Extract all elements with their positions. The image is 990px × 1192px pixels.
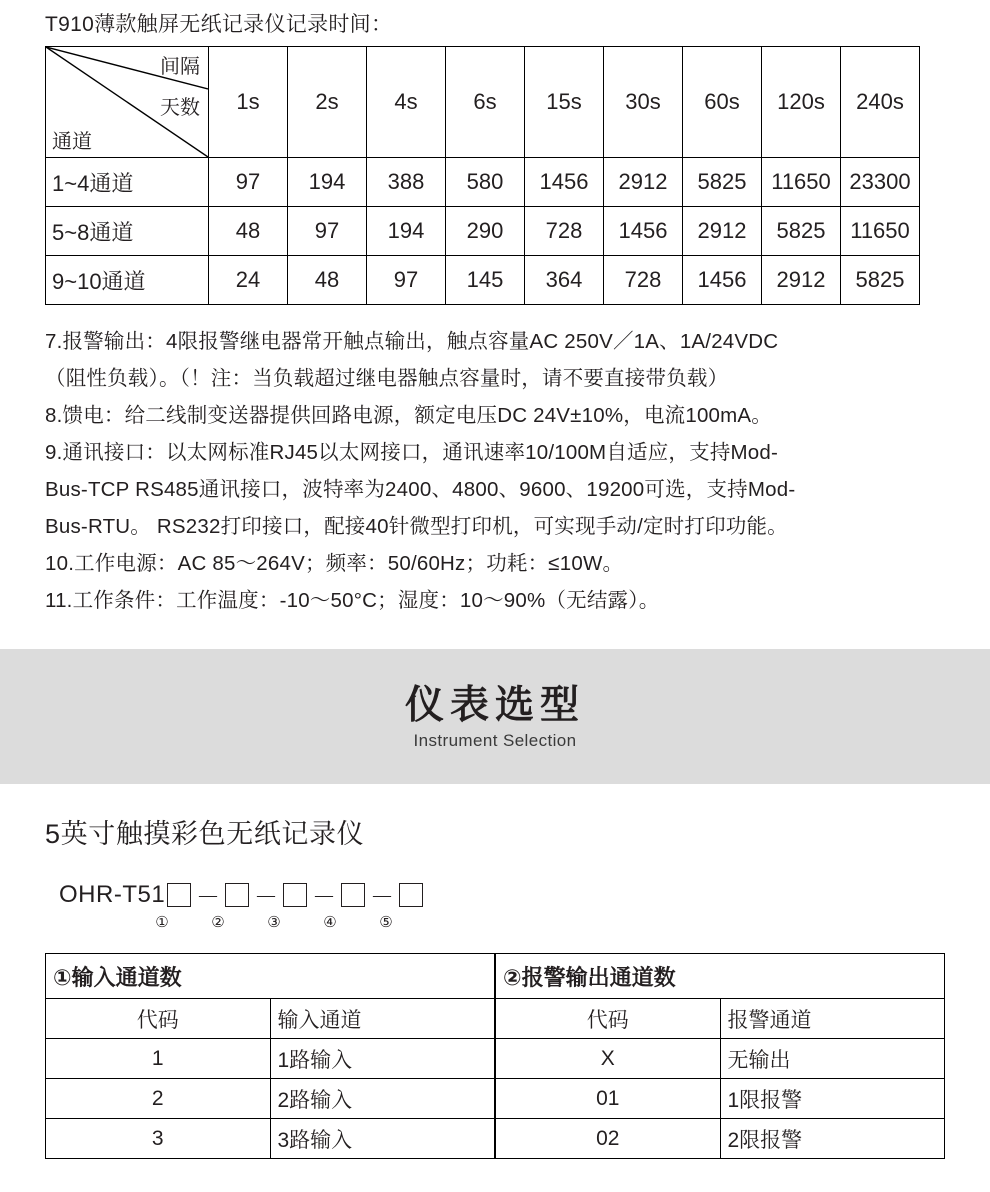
option-row [496, 1079, 945, 1119]
option-table-input-channels [45, 953, 495, 1159]
selection-section [0, 784, 990, 1159]
option-value-cell: 1限报警 [720, 1079, 945, 1119]
table-cell: 11650 [841, 207, 920, 256]
table-cell: 194 [367, 207, 446, 256]
model-marker: ④ [323, 914, 337, 931]
table-cell: 48 [288, 256, 367, 305]
table-row-header: 9~10通道 [46, 256, 209, 305]
corner-label-interval: 间隔 [160, 56, 200, 78]
model-prefix: OHR-T51 [59, 880, 166, 908]
table-column-header: 4s [367, 47, 446, 158]
option-table-title: ①输入通道数 [46, 954, 495, 999]
model-marker: ⑤ [379, 914, 393, 931]
table-row [46, 207, 920, 256]
table-row-header: 5~8通道 [46, 207, 209, 256]
option-table-alarm-channels [495, 953, 945, 1159]
option-code-cell: X [496, 1039, 721, 1079]
table-cell: 1456 [604, 207, 683, 256]
model-marker: ② [211, 914, 225, 931]
table-cell: 290 [446, 207, 525, 256]
model-marker: ① [155, 914, 169, 931]
table-cell: 97 [367, 256, 446, 305]
table-column-header: 6s [446, 47, 525, 158]
model-code-row [59, 877, 945, 912]
spec-line: 7.报警输出：4限报警继电器常开触点输出，触点容量AC 250V／1A、1A/24VDC [45, 330, 779, 353]
option-code-header: 代码 [46, 999, 271, 1039]
option-value-cell: 2路输入 [270, 1079, 495, 1119]
option-row [46, 1119, 495, 1159]
option-table-title-row [496, 954, 945, 999]
table-cell: 97 [288, 207, 367, 256]
table-column-header: 2s [288, 47, 367, 158]
table-cell: 23300 [841, 158, 920, 207]
spec-line: （阻性负载）。（！注：当负载超过继电器触点容量时，请不要直接带负载） [45, 367, 729, 390]
table-cell: 364 [525, 256, 604, 305]
model-code-box [225, 883, 249, 907]
table-cell: 728 [525, 207, 604, 256]
table-cell: 48 [209, 207, 288, 256]
banner-subtitle: Instrument Selection [413, 730, 577, 750]
corner-label-days: 天数 [160, 97, 200, 119]
spec-line: Bus-RTU。 RS232打印接口，配接40针微型打印机，可实现手动/定时打印功能。 [45, 515, 788, 538]
corner-label-channel: 通道 [52, 131, 92, 153]
table-cell: 5825 [683, 158, 762, 207]
table-column-header: 30s [604, 47, 683, 158]
table-cell: 388 [367, 158, 446, 207]
table-cell: 5825 [841, 256, 920, 305]
table-row-header: 1~4通道 [46, 158, 209, 207]
option-row [496, 1039, 945, 1079]
table-cell: 97 [209, 158, 288, 207]
table-cell: 5825 [762, 207, 841, 256]
option-value-cell: 3路输入 [270, 1119, 495, 1159]
table-cell: 580 [446, 158, 525, 207]
option-code-cell: 2 [46, 1079, 271, 1119]
model-code-box [167, 883, 191, 907]
model-code-box [399, 883, 423, 907]
option-table-header-row [46, 999, 495, 1039]
model-code-separator: － [253, 884, 279, 911]
table-cell: 1456 [683, 256, 762, 305]
table-column-header: 120s [762, 47, 841, 158]
model-marker: ③ [267, 914, 281, 931]
option-table-title: ②报警输出通道数 [496, 954, 945, 999]
table-header-row [46, 47, 920, 158]
spec-line: 11.工作条件：工作温度：-10～50°C；湿度：10～90%（无结露）。 [45, 589, 660, 612]
spec-line: Bus-TCP RS485通讯接口，波特率为2400、4800、9600、19200可选，支持Mod- [45, 478, 796, 501]
table-cell: 194 [288, 158, 367, 207]
option-table-title-row [46, 954, 495, 999]
model-code-separator: － [195, 884, 221, 911]
option-value-header: 报警通道 [720, 999, 945, 1039]
table-column-header: 240s [841, 47, 920, 158]
option-value-header: 输入通道 [270, 999, 495, 1039]
option-row [46, 1079, 495, 1119]
section-banner [0, 649, 990, 784]
table-row [46, 158, 920, 207]
table-column-header: 1s [209, 47, 288, 158]
table-cell: 728 [604, 256, 683, 305]
option-table-header-row [496, 999, 945, 1039]
option-table-2-wrap [495, 953, 945, 1159]
selection-heading: 5英寸触摸彩色无纸记录仪 [45, 819, 365, 849]
model-code-box [341, 883, 365, 907]
table-cell: 2912 [762, 256, 841, 305]
banner-title: 仪表选型 [404, 683, 585, 727]
model-code-box [283, 883, 307, 907]
table-cell: 2912 [604, 158, 683, 207]
option-value-cell: 无输出 [720, 1039, 945, 1079]
model-code-separator: － [369, 884, 395, 911]
spec-line: 8.馈电：给二线制变送器提供回路电源，额定电压DC 24V±10%，电流100mA。 [45, 404, 773, 427]
option-row [496, 1119, 945, 1159]
table-row [46, 256, 920, 305]
record-time-table [45, 46, 920, 305]
option-code-cell: 02 [496, 1119, 721, 1159]
option-tables [45, 953, 945, 1159]
option-code-cell: 3 [46, 1119, 271, 1159]
spec-line: 10.工作电源：AC 85～264V；频率：50/60Hz；功耗：≤10W。 [45, 552, 624, 575]
model-code [45, 877, 945, 931]
option-value-cell: 2限报警 [720, 1119, 945, 1159]
option-code-header: 代码 [496, 999, 721, 1039]
table-cell: 2912 [683, 207, 762, 256]
record-time-intro: T910薄款触屏无纸记录仪记录时间： [45, 13, 393, 36]
option-table-1-wrap [45, 953, 495, 1159]
table-cell: 145 [446, 256, 525, 305]
option-code-cell: 01 [496, 1079, 721, 1119]
table-column-header: 15s [525, 47, 604, 158]
option-code-cell: 1 [46, 1039, 271, 1079]
spec-paragraphs [45, 323, 945, 619]
table-column-header: 60s [683, 47, 762, 158]
spec-line: 9.通讯接口：以太网标准RJ45以太网接口，通讯速率10/100M自适应，支持Mod- [45, 441, 779, 464]
table-cell: 11650 [762, 158, 841, 207]
model-marker-row [59, 913, 945, 931]
model-code-separator: － [311, 884, 337, 911]
table-cell: 1456 [525, 158, 604, 207]
table-cell: 24 [209, 256, 288, 305]
table-corner-cell [46, 47, 209, 158]
option-value-cell: 1路输入 [270, 1039, 495, 1079]
option-row [46, 1039, 495, 1079]
